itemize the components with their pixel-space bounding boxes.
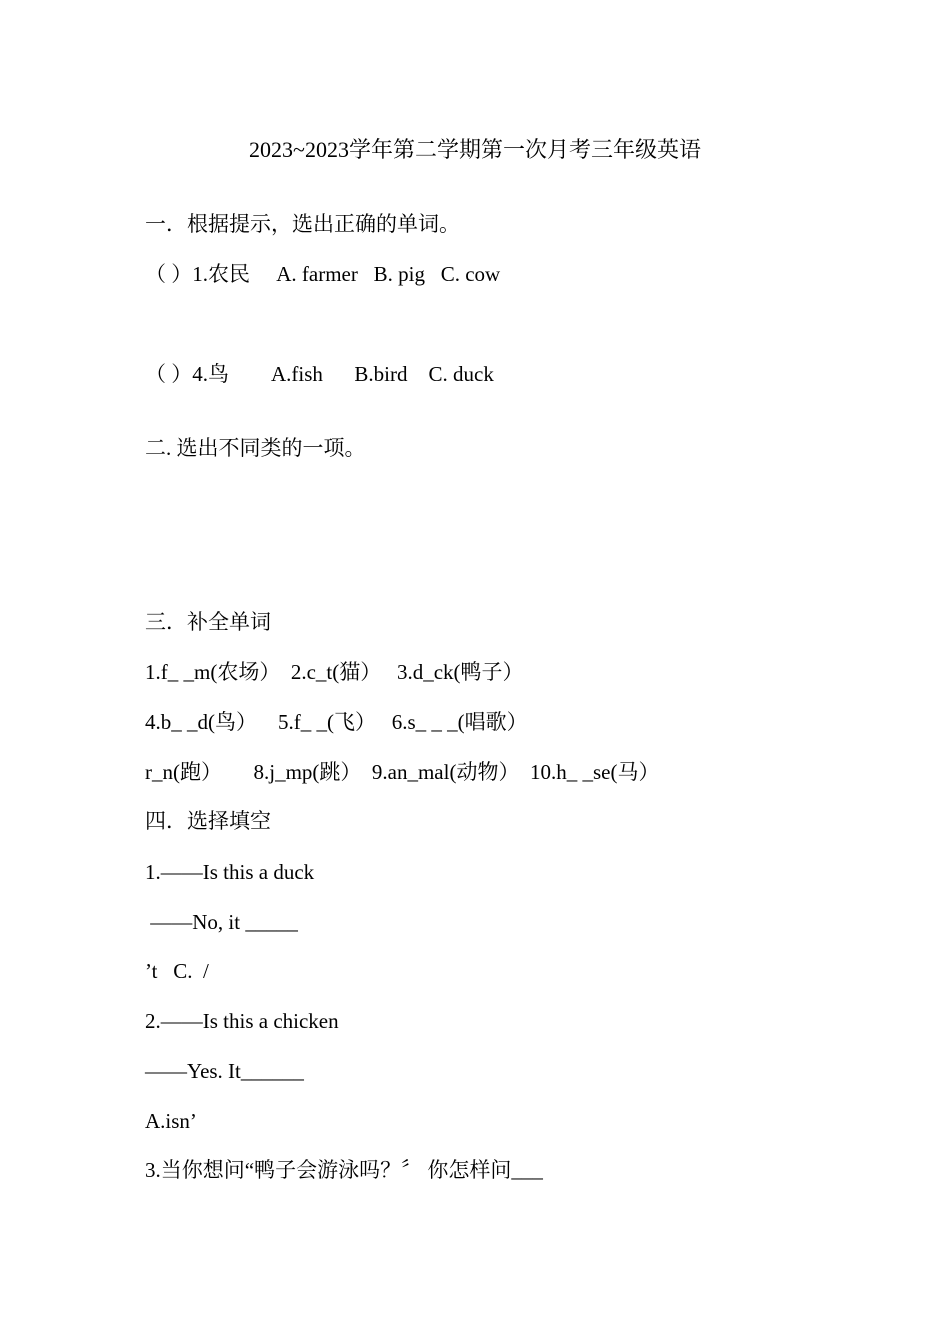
- section-2-heading: 二. 选出不同类的一项。: [145, 436, 366, 460]
- section-3-heading: 三．补全单词: [145, 610, 271, 634]
- question-4-1-line-2: ——No, it _____: [145, 910, 298, 934]
- document-title: 2023~2023学年第二学期第一次月考三年级英语: [249, 137, 701, 162]
- fill-word-row-2: 4.b_ _d(鸟） 5.f_ _(飞） 6.s_ _ _(唱歌）: [145, 710, 528, 734]
- fill-word-row-3: r_n(跑） 8.j_mp(跳） 9.an_mal(动物） 10.h_ _se(马）: [145, 760, 660, 784]
- question-4-1-line-1: 1.——Is this a duck: [145, 860, 315, 884]
- question-4-1-options: ’t C. /: [145, 959, 209, 983]
- question-4-2-line-2: ——Yes. It______: [145, 1059, 304, 1083]
- question-4-3-line-1: 3.当你想问“鸭子会游泳吗？〞 你怎样问___: [145, 1158, 543, 1182]
- section-1-heading: 一．根据提示，选出正确的单词。: [145, 212, 460, 236]
- fill-word-row-1: 1.f_ _m(农场） 2.c_t(猫） 3.d_ck(鸭子）: [145, 660, 524, 684]
- question-1-1: （ ）1.农民 A. farmer B. pig C. cow: [145, 262, 501, 286]
- question-4-2-options: A.isn’: [145, 1109, 197, 1133]
- question-1-4: （ ）4.鸟 A.fish B.bird C. duck: [145, 362, 494, 386]
- section-4-heading: 四．选择填空: [145, 809, 271, 833]
- question-4-2-line-1: 2.——Is this a chicken: [145, 1009, 339, 1033]
